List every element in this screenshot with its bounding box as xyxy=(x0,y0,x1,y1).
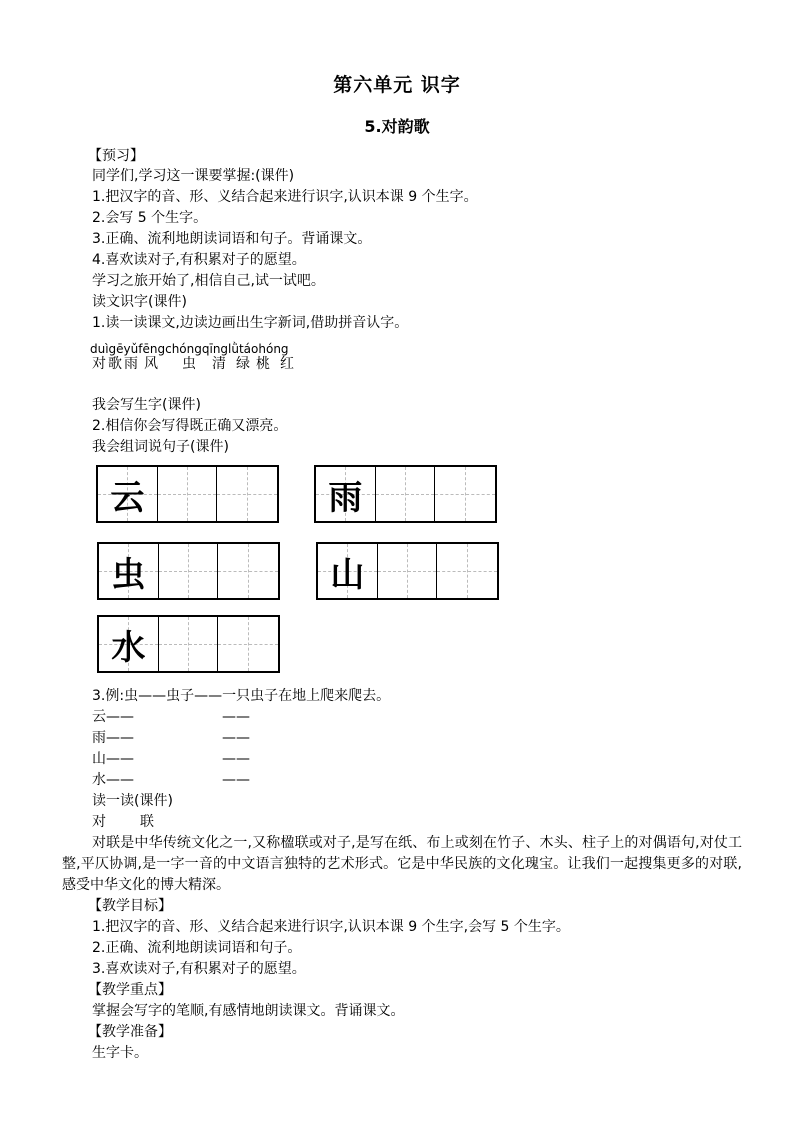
couplet-title-1: 对 xyxy=(92,814,106,830)
char: 红 xyxy=(280,356,294,372)
example-sentence: 3.例:虫——虫子——一只虫子在地上爬来爬去。 xyxy=(92,688,391,704)
grid-char: 雨 xyxy=(328,477,363,518)
encourage-text: 学习之旅开始了,相信自己,试一试吧。 xyxy=(92,273,325,289)
goal-item: 1.把汉字的音、形、义结合起来进行识字,认识本课 9 个生字。 xyxy=(92,189,478,205)
read-heading: 读文识字(课件) xyxy=(92,294,187,310)
read-aloud-heading: 读一读(课件) xyxy=(92,793,173,809)
word-row-char: 云—— xyxy=(92,709,134,725)
key-points-heading: 【教学重点】 xyxy=(88,982,172,998)
word-row-blank: —— xyxy=(222,772,250,788)
char: 桃 xyxy=(256,356,270,372)
objective-item: 1.把汉字的音、形、义结合起来进行识字,认识本课 9 个生字,会写 5 个生字。 xyxy=(92,919,570,935)
grid-char: 云 xyxy=(110,477,145,518)
char: 绿 xyxy=(236,356,250,372)
objective-item: 2.正确、流利地朗读词语和句子。 xyxy=(92,940,302,956)
char: 歌 xyxy=(108,356,122,372)
word-row-blank: —— xyxy=(222,709,250,725)
lesson-title: 5.对韵歌 xyxy=(364,117,430,136)
goal-item: 2.会写 5 个生字。 xyxy=(92,210,208,226)
word-row-char: 山—— xyxy=(92,751,134,767)
goal-item: 3.正确、流利地朗读词语和句子。背诵课文。 xyxy=(92,231,372,247)
char: 雨 xyxy=(124,356,138,372)
writing-grid xyxy=(316,542,499,600)
preview-heading: 【预习】 xyxy=(88,148,144,164)
grid-char: 虫 xyxy=(111,554,146,595)
char: 对 xyxy=(92,356,106,372)
goal-item: 4.喜欢读对子,有积累对子的愿望。 xyxy=(92,252,306,268)
grid-char: 水 xyxy=(111,627,146,668)
unit-title: 第六单元 识字 xyxy=(333,74,461,96)
word-row-char: 水—— xyxy=(92,772,134,788)
word-row-char: 雨—— xyxy=(92,730,134,746)
preparation-heading: 【教学准备】 xyxy=(88,1024,172,1040)
writing-grid xyxy=(97,615,280,673)
word-row-blank: —— xyxy=(222,751,250,767)
preparation-text: 生字卡。 xyxy=(92,1045,148,1061)
writing-grid xyxy=(314,465,497,523)
couplet-paragraph: 对联是中华传统文化之一,又称楹联或对子,是写在纸、布上或刻在竹子、木头、柱子上的对偶语句,对仗工整,平仄协调,是一字一音的中文语言独特的艺术形式。它是中华民族的文化瑰宝。让我们一起搜集更多的对联,感受中华文化的博大精深。 xyxy=(62,835,742,893)
write-heading: 我会写生字(课件) xyxy=(92,397,201,413)
pinyin-line: duìgēyǔfēngchóngqīnglǜtáohóng xyxy=(90,342,289,356)
grid-char: 山 xyxy=(330,554,365,595)
objective-item: 3.喜欢读对子,有积累对子的愿望。 xyxy=(92,961,306,977)
objectives-heading: 【教学目标】 xyxy=(88,898,172,914)
write-task: 2.相信你会写得既正确又漂亮。 xyxy=(92,418,288,434)
word-row-blank: —— xyxy=(222,730,250,746)
new-characters xyxy=(92,354,296,375)
char: 虫 xyxy=(182,356,196,372)
writing-grid xyxy=(97,542,280,600)
preview-intro: 同学们,学习这一课要掌握:(课件) xyxy=(92,168,295,184)
read-task: 1.读一读课文,边读边画出生字新词,借助拼音认字。 xyxy=(92,315,409,331)
key-points-text: 掌握会写字的笔顺,有感情地朗读课文。背诵课文。 xyxy=(92,1003,405,1019)
couplet-title-2: 联 xyxy=(140,814,154,830)
char: 风 xyxy=(144,356,158,372)
writing-grid xyxy=(96,465,279,523)
char: 清 xyxy=(212,356,226,372)
word-heading: 我会组词说句子(课件) xyxy=(92,439,229,455)
